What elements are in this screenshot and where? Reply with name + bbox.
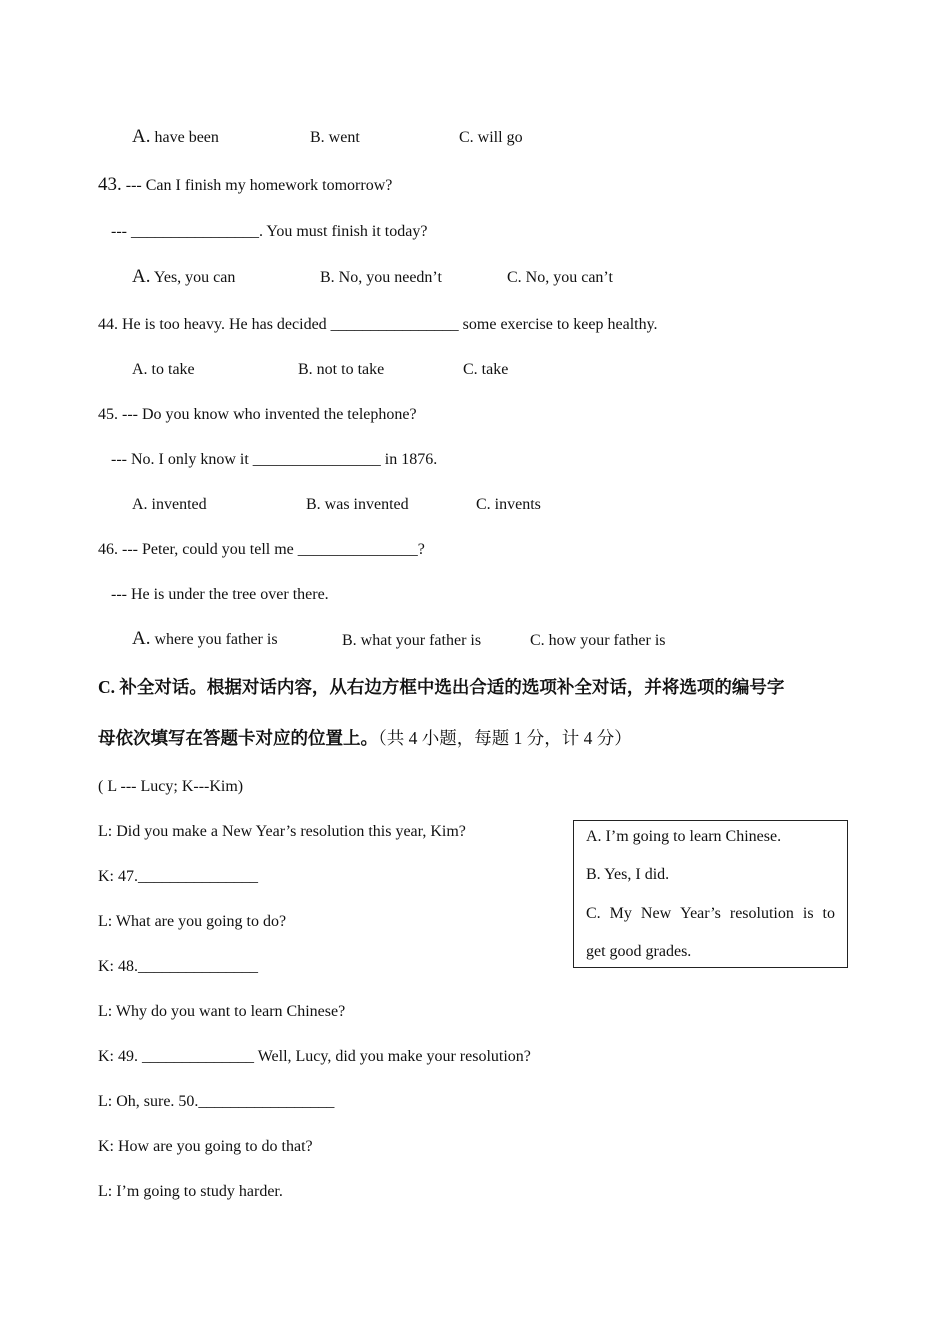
q42-option-a-letter: A. xyxy=(132,126,151,147)
section-c-heading-line2 xyxy=(98,728,632,748)
dialogue-line: L: Oh, sure. 50._________________ xyxy=(98,1093,335,1110)
q46-question: 46. --- Peter, could you tell me _______________? xyxy=(98,541,425,558)
q45-option-a: A. invented xyxy=(132,496,207,513)
box-option-c-word: is xyxy=(802,905,814,922)
box-option-c-word: Year’s xyxy=(680,905,721,922)
q45-option-c: C. invents xyxy=(476,496,541,513)
section-c-instruction-1: 补全对话。根据对话内容，从右边方框中选出合适的选项补全对话，并将选项的编号字 xyxy=(119,677,785,697)
dialogue-line: L: Why do you want to learn Chinese? xyxy=(98,1003,346,1020)
dialogue-line: K: 47._______________ xyxy=(98,868,258,885)
dialogue-line: L: I’m going to study harder. xyxy=(98,1183,283,1200)
dialogue-line: K: 48._______________ xyxy=(98,958,258,975)
q46-option-c: C. how your father is xyxy=(530,632,666,649)
q44-question: 44. He is too heavy. He has decided ________________ some exercise to keep healthy. xyxy=(98,316,658,333)
q43-option-b: B. No, you needn’t xyxy=(320,269,442,286)
q44-option-a: A. to take xyxy=(132,361,195,378)
section-c-heading-line1 xyxy=(98,677,784,697)
section-c-instruction-2-bold: 母依次填写在答题卡对应的位置上。 xyxy=(98,728,378,748)
section-c-speakers: ( L --- Lucy; K---Kim) xyxy=(98,778,244,795)
q44-option-c: C. take xyxy=(463,361,509,378)
q43-question-text: --- Can I finish my homework tomorrow? xyxy=(125,177,393,194)
q43-option-a-text: Yes, you can xyxy=(153,269,236,286)
q46-option-a xyxy=(132,629,278,650)
q43-question xyxy=(98,175,392,196)
q42-option-a xyxy=(132,127,219,148)
box-option-a: A. I’m going to learn Chinese. xyxy=(586,828,782,845)
dialogue-line: L: Did you make a New Year’s resolution this year, Kim? xyxy=(98,823,466,840)
q43-option-c: C. No, you can’t xyxy=(507,269,613,286)
box-option-b: B. Yes, I did. xyxy=(586,866,670,883)
box-option-c-word: My xyxy=(609,905,632,922)
q43-option-a-letter: A. xyxy=(132,266,151,287)
dialogue-line: K: How are you going to do that? xyxy=(98,1138,313,1155)
box-option-c-line1 xyxy=(586,904,835,924)
q42-option-b: B. went xyxy=(310,129,360,146)
q43-option-a xyxy=(132,267,235,288)
q44-option-b: B. not to take xyxy=(298,361,385,378)
box-option-c-word: C. xyxy=(586,905,601,922)
q46-option-a-text: where you father is xyxy=(154,631,278,648)
q45-question: 45. --- Do you know who invented the telephone? xyxy=(98,406,417,423)
q45-option-b: B. was invented xyxy=(306,496,409,513)
q42-option-a-text: have been xyxy=(154,129,219,146)
box-option-c-line2: get good grades. xyxy=(586,943,692,960)
dialogue-line: K: 49. ______________ Well, Lucy, did you make your resolution? xyxy=(98,1048,531,1065)
q43-number: 43. xyxy=(98,174,122,195)
dialogue-line: L: What are you going to do? xyxy=(98,913,287,930)
q45-reply: --- No. I only know it ________________ in 1876. xyxy=(111,451,438,468)
q42-option-c: C. will go xyxy=(459,129,523,146)
box-option-c-word: to xyxy=(822,905,835,922)
section-c-instruction-2-normal: （共 4 小题，每题 1 分，计 4 分） xyxy=(378,728,632,748)
q46-reply: --- He is under the tree over there. xyxy=(111,586,329,603)
q43-reply: --- ________________. You must finish it today? xyxy=(111,223,428,240)
box-option-c-word: resolution xyxy=(729,905,794,922)
q46-option-b: B. what your father is xyxy=(342,632,482,649)
section-c-label: C. xyxy=(98,677,116,697)
options-box xyxy=(573,820,848,968)
q46-option-a-letter: A. xyxy=(132,628,151,649)
box-option-c-word: New xyxy=(640,905,672,922)
